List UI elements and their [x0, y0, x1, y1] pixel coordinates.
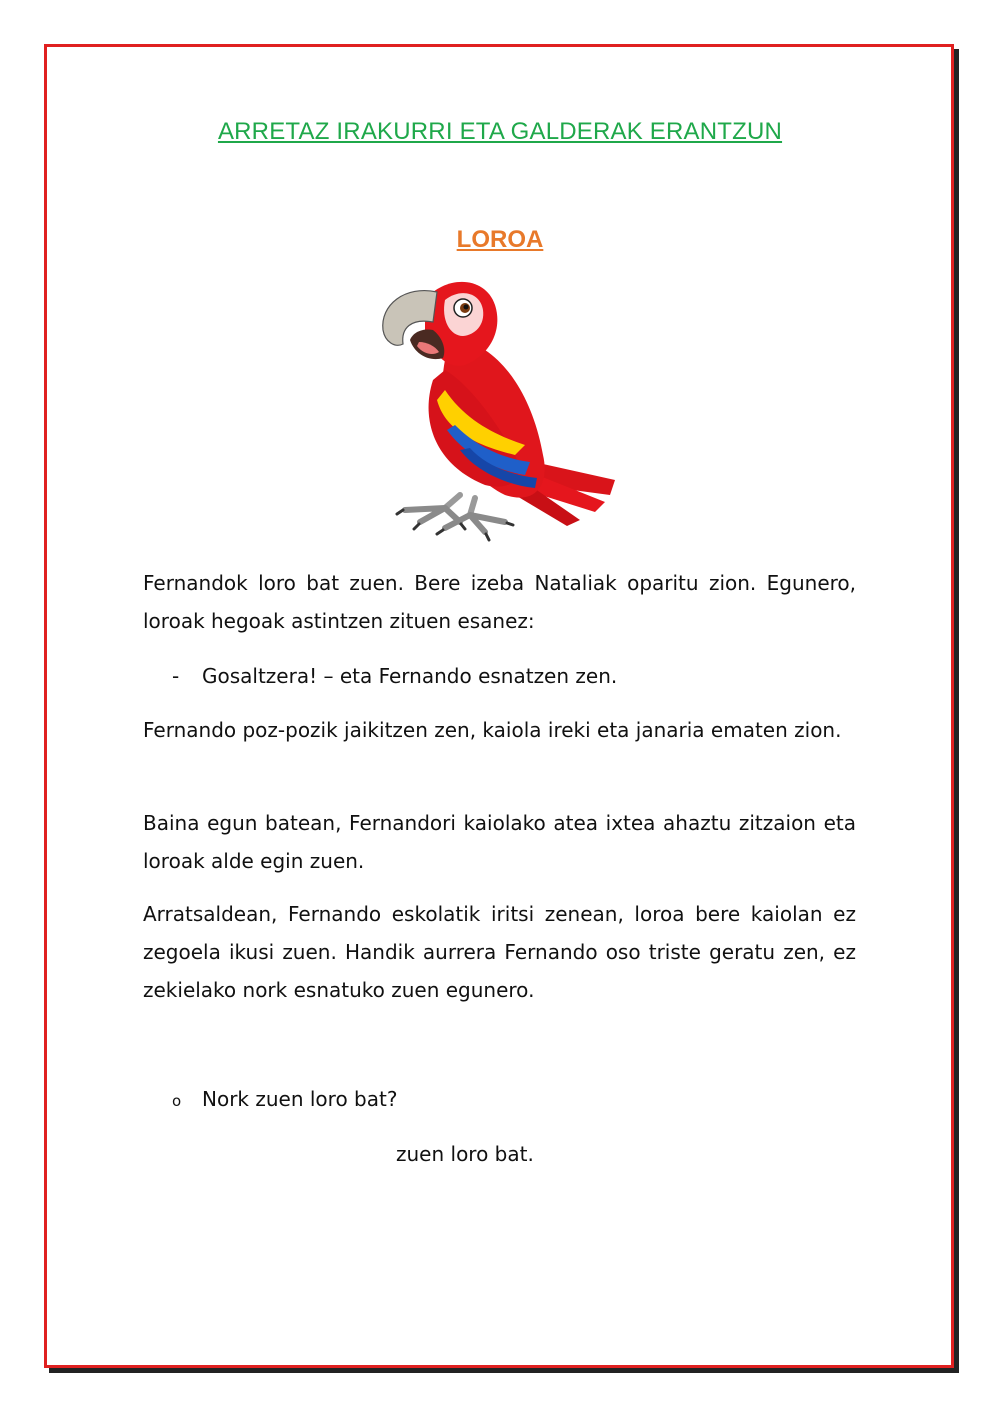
story-paragraph: Arratsaldean, Fernando eskolatik iritsi zenean, loroa bere kaiolan ez zegoela ikusi zuen. Handik aurrera Fernando oso triste geratu zen, ez zekielako nork esnatuko zuen egunero.: [143, 902, 856, 1002]
dialogue-text: Gosaltzera! – eta Fernando esnatzen zen.: [202, 664, 618, 688]
dash-marker: -: [172, 664, 180, 688]
dialogue-line: [172, 657, 617, 695]
story-paragraph: Fernandok loro bat zuen. Bere izeba Nataliak oparitu zion. Egunero, loroak hegoak astintzen zituen esanez:: [143, 571, 856, 633]
story-paragraph: Fernando poz-pozik jaikitzen zen, kaiola ireki eta janaria ematen zion.: [143, 718, 842, 742]
question-text: Nork zuen loro bat?: [202, 1087, 398, 1111]
answer-sentence: zuen loro bat.: [396, 1142, 534, 1166]
story-title: LOROA: [456, 226, 544, 253]
question-item: [172, 1080, 397, 1120]
page-title: ARRETAZ IRAKURRI ETA GALDERAK ERANTZUN: [217, 118, 783, 145]
circle-bullet-icon: o: [172, 1092, 182, 1110]
parrot-icon: [375, 270, 625, 545]
story-paragraph: Baina egun batean, Fernandori kaiolako atea ixtea ahaztu zitzaion eta loroak alde egin zuen.: [143, 811, 856, 873]
